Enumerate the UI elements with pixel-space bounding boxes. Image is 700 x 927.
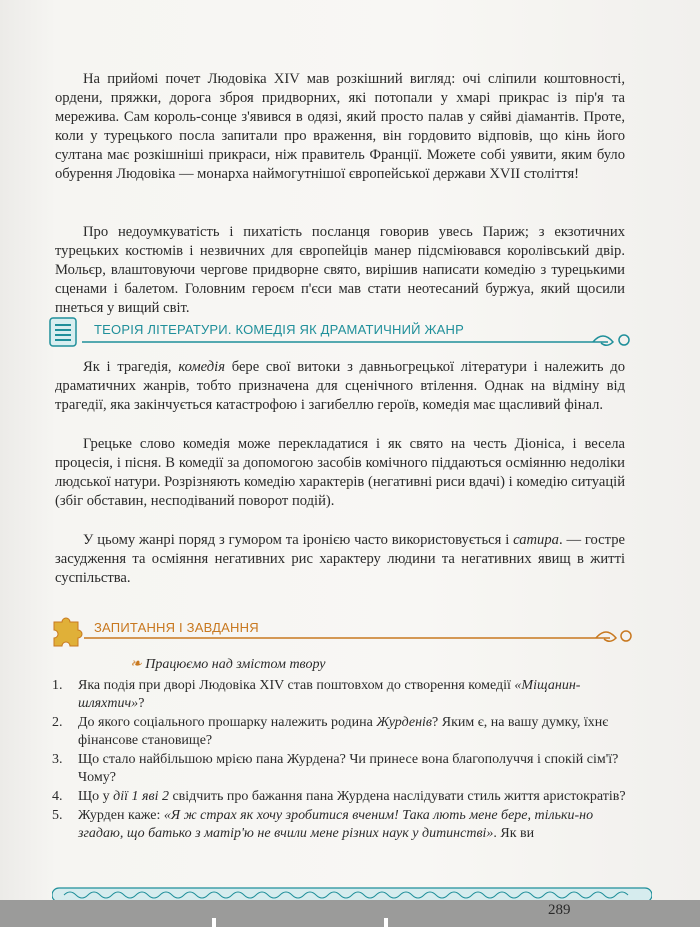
questions-section-header	[48, 614, 638, 648]
page-number: 289	[548, 902, 571, 918]
bar-marker	[212, 918, 216, 927]
theory-heading: ТЕОРІЯ ЛІТЕРАТУРИ. КОМЕДІЯ ЯК ДРАМАТИЧНИЙ ЖАНР	[94, 322, 465, 337]
theory-paragraph-1: Як і трагедія, комедія бере свої витоки з давньогрецької літератури і належить до драматичних жанрів, тобто призначена для сценічного втілення. Однак на відміну від трагедії, яка закінчується катастрофою і загибеллю героїв, комедія має щасливий фінал.	[55, 359, 626, 413]
theory-section-header	[48, 316, 638, 350]
intro-paragraph-1: На прийомі почет Людовіка XIV мав розкішний вигляд: очі сліпили коштовності, ордени, пряжки, дорога зброя придворних, які потопали у хмарі прикрас із пір'я та мережива. Сам король-сонце з'явився в одязі, який просто палав у сяйві діамантів. Проте, коли у турецького посла запитали про враження, він гордовито відповів, що кінь його султана має розкішніші прикраси, ніж правитель Франції. Можете собі уявити, яким було обурення Людовіка — монарха наймогутнішої європейської держави XVII століття!	[55, 71, 625, 182]
question-item: 5. Журден каже: «Я ж страх як хочу зробитися вченим! Така лють мене бере, тільки-но згадаю, що батько з матір'ю не вчили мене різних наук у дитинстві». Як ви	[52, 808, 594, 841]
question-item: 2. До якого соціального прошарку належить родина Журденів? Яким є, на вашу думку, їхнє фінансове становище?	[52, 715, 609, 748]
question-item: 1. Яка подія при дворі Людовіка XIV став поштовхом до створення комедії «Міщанин-шляхтич»?	[52, 678, 581, 711]
theory-paragraph-2: Грецьке слово комедія може перекладатися і як свято на честь Діоніса, і весела процесія, і пісня. В комедії за допомогою засобів комічного піддаються осміянню недоліки людської натури. Розрізняють комедію характерів (негативні риси вдачі) і комедію ситуацій (збіг обставин, несподіваний поворот подій).	[55, 436, 625, 509]
subheading: ❧ Працюємо над змістом твору	[130, 657, 326, 672]
leaf-icon: ❧	[130, 657, 142, 672]
theory-paragraph-3: У цьому жанрі поряд з гумором та іронією часто використовується і сатира. — гостре засудження та осміяння негативних рис характеру людини та негативних явищ в житті суспільства.	[55, 532, 625, 586]
question-item: 3. Що стало найбільшою мрією пана Журдена? Чи принесе вона благополуччя і спокій сім'ї? Чому?	[52, 752, 619, 785]
questions-list	[52, 677, 632, 844]
term-satire: сатира	[513, 532, 559, 548]
term-comedy: комедія	[178, 359, 225, 375]
bar-marker	[384, 918, 388, 927]
intro-paragraph-2: Про недоумкуватість і пихатість посланця говорив увесь Париж; з екзотичних турецьких костюмів і незвичних для європейців манер підсміювався королівський двір. Мольєр, влаштовуючи чергове придворне свято, вирішив написати комедію з турецькими сценами і балетом. Головним героєм п'єси мав стати неотесаний буржуа, який щосили пнеться у вищий світ.	[55, 224, 625, 316]
questions-heading: ЗАПИТАННЯ І ЗАВДАННЯ	[94, 620, 259, 635]
question-item: 4. Що у дії 1 яві 2 свідчить про бажання пана Журдена наслідувати стиль життя аристократів?	[52, 789, 626, 804]
viewer-bottom-bar	[0, 900, 700, 927]
